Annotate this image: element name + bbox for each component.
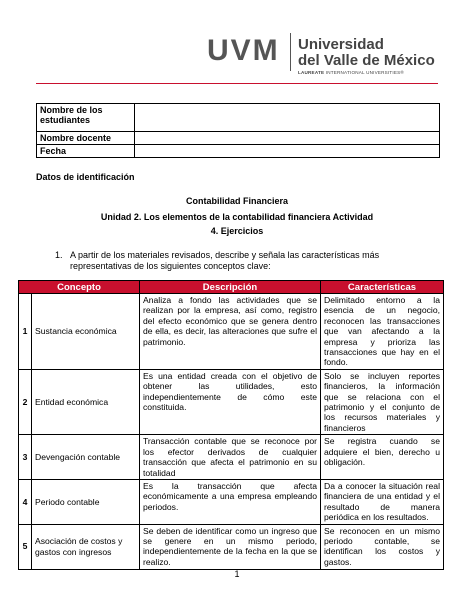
row-concept: Periodo contable (32, 479, 140, 524)
exercises-title: 4. Ejercicios (210, 226, 264, 236)
students-row (37, 104, 440, 132)
identification-table (36, 103, 440, 158)
table-row (19, 435, 444, 480)
date-row (37, 145, 440, 158)
university-name-line2: del Valle de México (298, 52, 435, 69)
date-value (135, 145, 440, 158)
row-description: Es una entidad creada con el objetivo de obtener las utilidades, esto independientemente de cómo este constituida. (140, 369, 321, 434)
table-row (19, 524, 444, 569)
unit-title: Unidad 2. Los elementos de la contabilidad financiera Actividad (100, 212, 374, 222)
header-concept: Concepto (19, 281, 140, 294)
header-characteristics: Características (321, 281, 444, 294)
row-characteristics: Se reconocen en un mismo periodo contable, se identifican los costos y gastos. (321, 524, 444, 569)
row-description: Transacción contable que se reconoce por los efector derivados de cualquier transacción que afecta el patrimonio en su totalidad (140, 435, 321, 480)
row-description: Analiza a fondo las actividades que se realizan por la empresa, así como, registro del efecto económico que se genera dentro de ella, es decir, las alteraciones que sufre el patrimonio. (140, 294, 321, 370)
row-description: Es la transacción que afecta económicamente a una empresa empleando periodos. (140, 479, 321, 524)
table-row (19, 479, 444, 524)
page-header (0, 0, 474, 90)
row-number: 1 (19, 294, 32, 370)
row-number: 4 (19, 479, 32, 524)
row-concept: Entidad económica (32, 369, 140, 434)
row-number: 3 (19, 435, 32, 480)
university-tagline: LAUREATE INTERNATIONAL UNIVERSITIES® (298, 70, 404, 75)
date-label: Fecha (37, 145, 135, 158)
students-value (135, 104, 440, 132)
row-characteristics: Solo se incluyen reportes financieros, la información que se relaciona con el patrimonio y el conjunto de los recursos materiales y financieros (321, 369, 444, 434)
page-number: 1 (234, 569, 240, 579)
table-row (19, 294, 444, 370)
row-characteristics: Da a conocer la situación real financiera de una entidad y el resultado de manera periódica en los resultados. (321, 479, 444, 524)
uvm-logo: UVM (207, 34, 280, 67)
header-description: Descripción (140, 281, 321, 294)
students-label: Nombre de los estudiantes (37, 104, 135, 132)
row-concept: Devengación contable (32, 435, 140, 480)
teacher-label: Nombre docente (37, 132, 135, 145)
question-text: A partir de los materiales revisados, describe y señala las características más representativas de los siguientes conceptos clave: (70, 250, 380, 271)
table-header-row (19, 281, 444, 294)
row-characteristics: Se registra cuando se adquiere el bien, derecho u obligación. (321, 435, 444, 480)
row-description: Se deben de identificar como un ingreso que se genere en un mismo periodo, independientemente de la fecha en la que se realizo. (140, 524, 321, 569)
table-row (19, 369, 444, 434)
university-name-line1: Universidad (298, 36, 384, 53)
teacher-row (37, 132, 440, 145)
row-number: 2 (19, 369, 32, 434)
teacher-value (135, 132, 440, 145)
row-number: 5 (19, 524, 32, 569)
concepts-table (18, 280, 444, 570)
subject-title: Contabilidad Financiera (185, 196, 288, 206)
logo-divider (290, 33, 291, 71)
header-rule (36, 83, 438, 84)
row-characteristics: Delimitado entorno a la esencia de un negocio, reconocen las transacciones que van afectando a la empresa y prioriza las transacciones que hay en el fondo. (321, 294, 444, 370)
row-concept: Asociación de costos y gastos con ingresos (32, 524, 140, 569)
row-concept: Sustancia económica (32, 294, 140, 370)
section-label: Datos de identificación (36, 172, 135, 182)
question-number: 1. (55, 250, 63, 260)
